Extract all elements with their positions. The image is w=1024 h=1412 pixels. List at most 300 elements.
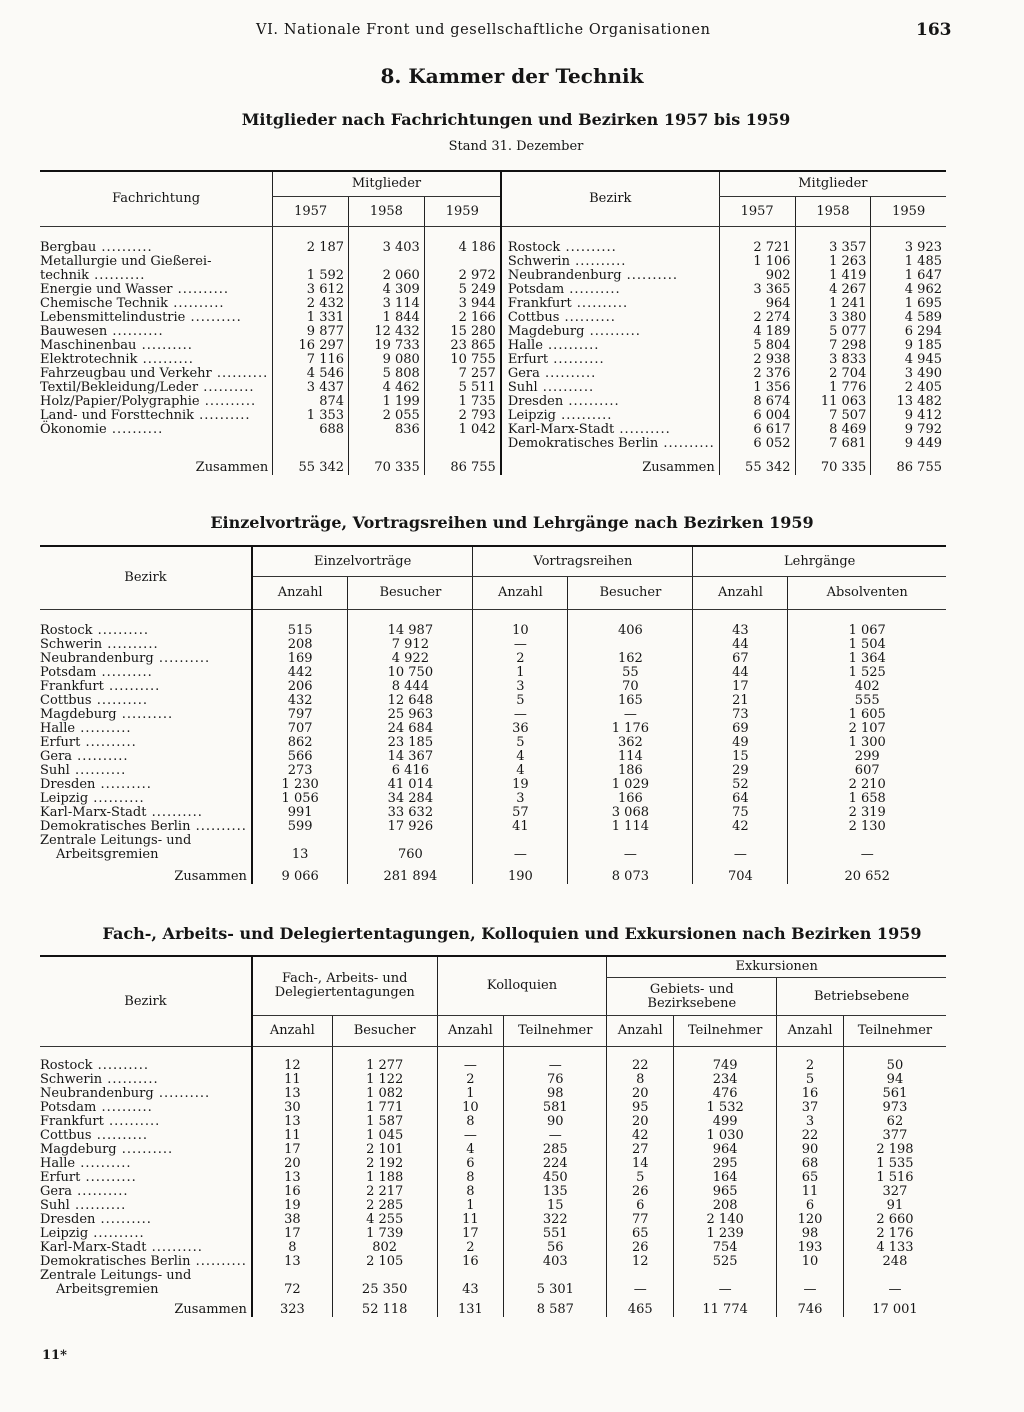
value-cell: 5 301 <box>504 1269 607 1297</box>
subcol-header: Anzahl <box>777 1016 844 1047</box>
leader-dots: .......... <box>172 282 229 297</box>
value-cell: — <box>777 1269 844 1297</box>
value-cell: 442 <box>252 666 348 680</box>
table-row <box>40 325 946 339</box>
leader-dots: .......... <box>555 408 613 423</box>
value-cell: — <box>473 708 568 722</box>
value-cell: 23 185 <box>348 736 473 750</box>
leader-dots: .......... <box>96 1100 153 1115</box>
table-row <box>40 722 946 736</box>
value-cell: 22 <box>607 1059 674 1073</box>
subcol-header: Teilnehmer <box>674 1016 777 1047</box>
members-table <box>40 170 946 475</box>
row-label: Maschinenbau <box>40 338 137 353</box>
table-row <box>40 750 946 764</box>
value-cell: 2 055 <box>349 409 425 423</box>
value-cell: 4 462 <box>349 381 425 395</box>
value-cell: 964 <box>674 1143 777 1157</box>
value-cell: 973 <box>843 1101 946 1115</box>
value-cell: 1 230 <box>252 778 348 792</box>
table-row <box>40 353 946 367</box>
value-cell: 1 <box>437 1199 504 1213</box>
value-cell: 76 <box>504 1073 607 1087</box>
leader-dots: .......... <box>137 352 194 367</box>
value-cell: 16 <box>437 1255 504 1269</box>
row-label: Energie und Wasser <box>40 282 173 297</box>
lectures-table <box>40 545 946 884</box>
value-cell: 2 793 <box>424 409 501 423</box>
value-cell: 1 188 <box>332 1171 437 1185</box>
zentral-line1: Zentrale Leitungs- und <box>40 833 192 848</box>
gebietsebene-header <box>607 978 777 1016</box>
leader-dots: .......... <box>92 623 149 638</box>
value-cell: 450 <box>504 1171 607 1185</box>
value-cell: 10 <box>473 624 568 638</box>
leader-dots: .......... <box>185 310 242 325</box>
row-label: Gera <box>40 749 73 764</box>
value-cell: 38 <box>252 1213 332 1227</box>
value-cell: 1 485 <box>871 255 946 269</box>
row-label: Halle <box>40 1156 76 1171</box>
table-row <box>40 638 946 652</box>
value-cell: 41 014 <box>348 778 473 792</box>
row-label: Leipzig <box>40 791 89 806</box>
bezirk-label <box>40 666 252 680</box>
value-cell: 5 249 <box>424 283 501 297</box>
value-cell: 13 <box>252 1115 332 1129</box>
leader-dots: .......... <box>563 394 620 409</box>
total-cell: 704 <box>693 870 788 884</box>
value-cell: 26 <box>607 1185 674 1199</box>
zentral-line2: Arbeitsgremien <box>56 1282 159 1297</box>
row-label: Neubrandenburg <box>507 268 622 283</box>
row-label: Elektrotechnik <box>40 352 138 367</box>
row-label: Schwerin <box>40 637 103 652</box>
value-cell: 13 <box>252 1087 332 1101</box>
row-label: Lebensmittelindustrie <box>40 310 186 325</box>
leader-dots: .......... <box>559 310 616 325</box>
value-cell: 98 <box>777 1227 844 1241</box>
subcol-header: Anzahl <box>607 1016 674 1047</box>
year-1957-left: 1957 <box>273 197 349 227</box>
leader-dots: .......... <box>116 707 174 722</box>
spacer-cell <box>273 227 349 242</box>
table-row <box>40 283 946 297</box>
value-cell: 749 <box>674 1059 777 1073</box>
row-label: Rostock <box>40 623 93 638</box>
spacer-row <box>40 610 946 625</box>
value-cell: 2 938 <box>719 353 795 367</box>
value-cell: 6 617 <box>719 423 795 437</box>
value-cell: 55 <box>568 666 693 680</box>
spacer-cell <box>349 227 425 242</box>
value-cell: 41 <box>473 820 568 834</box>
value-cell: 4 189 <box>719 325 795 339</box>
value-cell: 12 <box>252 1059 332 1073</box>
value-cell: 3 <box>777 1115 844 1129</box>
value-cell: 3 944 <box>424 297 501 311</box>
total-cell: 8 073 <box>568 870 693 884</box>
value-cell: 68 <box>777 1157 844 1171</box>
fachrichtung-label <box>40 339 273 353</box>
fachrichtung-label <box>40 367 273 381</box>
value-cell: 135 <box>504 1185 607 1199</box>
zentral-label <box>40 834 252 862</box>
value-cell: 1 <box>473 666 568 680</box>
value-cell: 8 <box>437 1115 504 1129</box>
row-label: Karl-Marx-Stadt <box>40 805 147 820</box>
fachrichtung-label <box>40 325 273 339</box>
value-cell <box>273 255 349 269</box>
value-cell: 1 082 <box>332 1087 437 1101</box>
table1-subtitle: Stand 31. Dezember <box>448 139 584 154</box>
value-cell: 965 <box>674 1185 777 1199</box>
total-label: Zusammen <box>174 869 247 884</box>
value-cell: 20 <box>607 1087 674 1101</box>
value-cell: 7 257 <box>424 367 501 381</box>
value-cell: 1 176 <box>568 722 693 736</box>
spacer-row <box>40 227 946 242</box>
value-cell: 2 <box>437 1073 504 1087</box>
total-cell: 8 587 <box>504 1303 607 1317</box>
leader-dots: .......... <box>658 436 715 451</box>
value-cell: 4 <box>437 1143 504 1157</box>
table-row <box>40 1157 946 1171</box>
bezirk-label <box>40 1213 252 1227</box>
value-cell: 186 <box>568 764 693 778</box>
value-cell: 4 <box>473 764 568 778</box>
value-cell: 3 <box>473 680 568 694</box>
value-cell <box>349 255 425 269</box>
total-cell: 86 755 <box>424 461 501 475</box>
bezirk-label <box>40 1157 252 1171</box>
spacer-cell <box>788 610 946 625</box>
value-cell: 2 <box>437 1241 504 1255</box>
value-cell: 2 107 <box>788 722 946 736</box>
leader-dots: .......... <box>211 366 269 381</box>
value-cell: 555 <box>788 694 946 708</box>
bezirk-label <box>501 409 719 423</box>
value-cell: 17 926 <box>348 820 473 834</box>
value-cell: 1 277 <box>332 1059 437 1073</box>
kolloquien-header: Kolloquien <box>437 956 607 1016</box>
table-row <box>40 423 946 437</box>
value-cell: 17 <box>252 1227 332 1241</box>
value-cell: 1 419 <box>795 269 871 283</box>
value-cell: 322 <box>504 1213 607 1227</box>
value-cell: 9 792 <box>871 423 946 437</box>
leader-dots: .......... <box>569 254 627 269</box>
value-cell: 1 331 <box>273 311 349 325</box>
value-cell: 7 116 <box>273 353 349 367</box>
value-cell: 2 101 <box>332 1143 437 1157</box>
leader-dots: .......... <box>96 665 153 680</box>
value-cell: 2 130 <box>788 820 946 834</box>
year-1959-right: 1959 <box>871 197 946 227</box>
value-cell: 551 <box>504 1227 607 1241</box>
leader-dots: .......... <box>168 296 225 311</box>
row-label: Erfurt <box>507 352 549 367</box>
tagungen-header <box>252 956 437 1016</box>
row-label: Potsdam <box>40 665 97 680</box>
value-cell: 5 077 <box>795 325 871 339</box>
value-cell: 30 <box>252 1101 332 1115</box>
table-row <box>40 1199 946 1213</box>
leader-dots: .......... <box>80 735 137 750</box>
leader-dots: .......... <box>91 1128 149 1143</box>
row-label: Rostock <box>40 1058 93 1073</box>
value-cell: 3 <box>473 792 568 806</box>
value-cell: 11 <box>777 1185 844 1199</box>
value-cell: 19 733 <box>349 339 425 353</box>
tagungen-line1: Fach-, Arbeits- und <box>282 971 408 986</box>
value-cell: 874 <box>273 395 349 409</box>
table-row <box>40 652 946 666</box>
value-cell: 2 285 <box>332 1199 437 1213</box>
value-cell: 1 516 <box>843 1171 946 1185</box>
table-row <box>40 1129 946 1143</box>
row-label: Potsdam <box>40 1100 97 1115</box>
leader-dots: .......... <box>548 352 605 367</box>
value-cell: 10 <box>437 1101 504 1115</box>
fachrichtung-label <box>40 297 273 311</box>
value-cell: 50 <box>843 1059 946 1073</box>
leader-dots: .......... <box>69 763 127 778</box>
table-row <box>40 778 946 792</box>
value-cell: 1 106 <box>719 255 795 269</box>
row-label: Dresden <box>40 777 96 792</box>
fachrichtung-label <box>40 395 273 409</box>
total-cell: 20 652 <box>788 870 946 884</box>
zentral-line1: Zentrale Leitungs- und <box>40 1268 192 1283</box>
value-cell: — <box>693 834 788 862</box>
table-row <box>40 1213 946 1227</box>
value-cell: 1 353 <box>273 409 349 423</box>
bezirk-label <box>40 764 252 778</box>
value-cell: 4 <box>473 750 568 764</box>
value-cell: 295 <box>674 1157 777 1171</box>
leader-dots: .......... <box>199 394 257 409</box>
value-cell: 10 755 <box>424 353 501 367</box>
value-cell: 14 987 <box>348 624 473 638</box>
total-cell: 70 335 <box>795 461 871 475</box>
value-cell: 362 <box>568 736 693 750</box>
value-cell: 3 380 <box>795 311 871 325</box>
table-row <box>40 1241 946 1255</box>
signature-mark: 11* <box>42 1348 67 1363</box>
row-label: Leipzig <box>507 408 556 423</box>
bezirk-label <box>501 297 719 311</box>
bezirk-label <box>40 1143 252 1157</box>
row-label: Karl-Marx-Stadt <box>40 1240 147 1255</box>
total-label: Zusammen <box>174 1302 247 1317</box>
leader-dots: .......... <box>91 693 149 708</box>
value-cell: 8 <box>437 1185 504 1199</box>
table-row <box>40 1255 946 1269</box>
value-cell: 797 <box>252 708 348 722</box>
value-cell: 29 <box>693 764 788 778</box>
value-cell: 20 <box>252 1157 332 1171</box>
row-label: Erfurt <box>40 735 81 750</box>
value-cell: 1 199 <box>349 395 425 409</box>
value-cell: 1 587 <box>332 1115 437 1129</box>
value-cell: 6 <box>437 1157 504 1171</box>
value-cell: 43 <box>437 1269 504 1297</box>
value-cell: 6 004 <box>719 409 795 423</box>
value-cell: 67 <box>693 652 788 666</box>
bezirk-header: Bezirk <box>40 956 252 1047</box>
row-label: Demokratisches Berlin <box>40 1254 191 1269</box>
value-cell: 15 <box>504 1199 607 1213</box>
subcol-header: Besucher <box>568 577 693 610</box>
bezirk-label <box>40 778 252 792</box>
bezirk-label <box>40 736 252 750</box>
value-cell: 4 267 <box>795 283 871 297</box>
table-row <box>40 694 946 708</box>
value-cell: 1 844 <box>349 311 425 325</box>
value-cell: 1 042 <box>424 423 501 437</box>
leader-dots: .......... <box>106 422 164 437</box>
subcol-header: Besucher <box>332 1016 437 1047</box>
value-cell: 3 068 <box>568 806 693 820</box>
value-cell: 6 294 <box>871 325 946 339</box>
total-cell: 465 <box>607 1303 674 1317</box>
value-cell: 581 <box>504 1101 607 1115</box>
value-cell: 10 <box>777 1255 844 1269</box>
value-cell: 1 263 <box>795 255 871 269</box>
value-cell: 162 <box>568 652 693 666</box>
table-row <box>40 255 946 269</box>
empty-cell <box>424 437 501 451</box>
bezirk-label <box>40 820 252 834</box>
value-cell: 991 <box>252 806 348 820</box>
value-cell: 2 376 <box>719 367 795 381</box>
value-cell: 56 <box>504 1241 607 1255</box>
value-cell: 5 808 <box>349 367 425 381</box>
leader-dots: .......... <box>88 268 146 283</box>
value-cell: 2 660 <box>843 1213 946 1227</box>
value-cell: 1 241 <box>795 297 871 311</box>
total-cell: 11 774 <box>674 1303 777 1317</box>
bezirk-label <box>501 381 719 395</box>
row-label: Holz/Papier/Polygraphie <box>40 394 200 409</box>
row-label: Magdeburg <box>40 707 117 722</box>
value-cell: 165 <box>568 694 693 708</box>
table-row <box>40 1227 946 1241</box>
row-label: Gera <box>507 366 540 381</box>
value-cell: 208 <box>674 1199 777 1213</box>
bezirk-label <box>40 792 252 806</box>
zentral-line2: Arbeitsgremien <box>56 847 159 862</box>
value-cell: 13 482 <box>871 395 946 409</box>
value-cell: 13 <box>252 1255 332 1269</box>
value-cell: 2 432 <box>273 297 349 311</box>
value-cell: — <box>607 1269 674 1297</box>
leader-dots: .......... <box>96 240 153 255</box>
total-label: Zusammen <box>195 460 269 475</box>
value-cell: 6 052 <box>719 437 795 451</box>
total-cell: 55 342 <box>273 461 349 475</box>
value-cell: 836 <box>349 423 425 437</box>
value-cell: 1 045 <box>332 1129 437 1143</box>
spacer-cell <box>693 610 788 625</box>
value-cell: 98 <box>504 1087 607 1101</box>
bezirk-label <box>40 1059 252 1073</box>
bezirk-label <box>40 694 252 708</box>
leader-dots: .......... <box>107 324 164 339</box>
value-cell: 77 <box>607 1213 674 1227</box>
value-cell: 525 <box>674 1255 777 1269</box>
value-cell: 1 695 <box>871 297 946 311</box>
leader-dots: .......... <box>153 651 211 666</box>
bezirk-label <box>501 269 719 283</box>
value-cell: 1 364 <box>788 652 946 666</box>
lehrgaenge-header: Lehrgänge <box>693 546 946 577</box>
value-cell: 15 <box>693 750 788 764</box>
value-cell: 12 648 <box>348 694 473 708</box>
value-cell: — <box>568 834 693 862</box>
value-cell: 224 <box>504 1157 607 1171</box>
bezirk-label <box>40 1115 252 1129</box>
total-cell: 86 755 <box>871 461 946 475</box>
value-cell: 1 739 <box>332 1227 437 1241</box>
table-row <box>40 680 946 694</box>
value-cell: 11 <box>437 1213 504 1227</box>
value-cell: 164 <box>674 1171 777 1185</box>
table-row <box>40 666 946 680</box>
row-label: Magdeburg <box>507 324 585 339</box>
value-cell: 208 <box>252 638 348 652</box>
table-row <box>40 1087 946 1101</box>
value-cell: 7 507 <box>795 409 871 423</box>
table3-title: Fach-, Arbeits- und Delegiertentagungen, Kolloquien und Exkursionen nach Bezirken 1959 <box>102 924 922 943</box>
value-cell: 13 <box>252 834 348 862</box>
row-label: Frankfurt <box>507 296 572 311</box>
value-cell: 2 140 <box>674 1213 777 1227</box>
value-cell: 34 284 <box>348 792 473 806</box>
value-cell: 3 923 <box>871 241 946 255</box>
table-row <box>40 792 946 806</box>
value-cell: 114 <box>568 750 693 764</box>
total-cell: 131 <box>437 1303 504 1317</box>
value-cell: 206 <box>252 680 348 694</box>
leader-dots: .......... <box>95 777 152 792</box>
mitglieder-header-left: Mitglieder <box>273 171 501 197</box>
value-cell: 8 674 <box>719 395 795 409</box>
leader-dots: .......... <box>92 1058 149 1073</box>
value-cell: 9 412 <box>871 409 946 423</box>
year-1958-left: 1958 <box>349 197 425 227</box>
value-cell: 20 <box>607 1115 674 1129</box>
value-cell: 476 <box>674 1087 777 1101</box>
spacer-cell <box>501 227 719 242</box>
spacer-cell <box>568 610 693 625</box>
value-cell: 49 <box>693 736 788 750</box>
value-cell: 1 030 <box>674 1129 777 1143</box>
row-label: Suhl <box>40 1198 70 1213</box>
value-cell: 2 274 <box>719 311 795 325</box>
value-cell: 26 <box>607 1241 674 1255</box>
leader-dots: .......... <box>72 749 129 764</box>
value-cell: 7 681 <box>795 437 871 451</box>
value-cell: 3 357 <box>795 241 871 255</box>
total-cell: 746 <box>777 1303 844 1317</box>
table2-title: Einzelvorträge, Vortragsreihen und Lehrgänge nach Bezirken 1959 <box>210 513 814 532</box>
table-row <box>40 409 946 423</box>
table-row <box>40 708 946 722</box>
value-cell: 169 <box>252 652 348 666</box>
leader-dots: .......... <box>103 679 161 694</box>
